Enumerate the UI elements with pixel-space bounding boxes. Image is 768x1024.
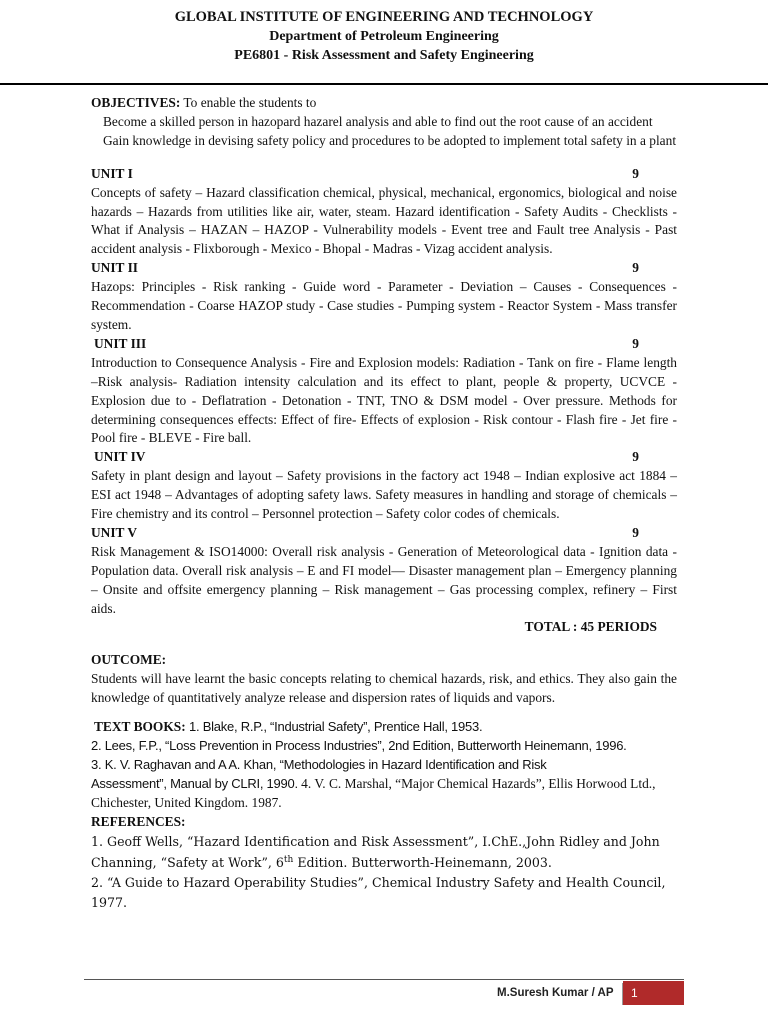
- unit-title: UNIT III: [94, 335, 147, 351]
- text-book-item: Assessment”, Manual by CLRI, 1990. 4. V. C. Marshal, “Major Chemical Hazards”, Ellis Horwood Ltd., Chichester, United Kingdom. 1987.: [91, 775, 656, 810]
- outcome-label: OUTCOME:: [91, 652, 167, 668]
- unit-hours: 9: [632, 165, 639, 181]
- unit-title: UNIT II: [91, 260, 139, 276]
- footer-author: M.Suresh Kumar / AP: [497, 987, 614, 999]
- header-divider: [0, 83, 768, 85]
- unit-text: Risk Management & ISO14000: Overall risk analysis - Generation of Meteorological data - Ignition data - Population data. Overall risk analysis – E and FI model— Disaster management plan – Emergency planning – Onsite and offsite emergency planning – Risk management – Gas processing complex, refinery – First aids.: [91, 543, 677, 616]
- objectives-line: [91, 94, 677, 113]
- unit-heading: [91, 524, 677, 543]
- unit-hours: 9: [632, 524, 639, 540]
- syllabus-body: [91, 94, 677, 912]
- unit-hours: 9: [632, 335, 639, 351]
- objective-item: Gain knowledge in devising safety policy and procedures to be adopted to implement total safety in a plant: [103, 132, 677, 148]
- text-book-item: TEXT BOOKS: 1. Blake, R.P., “Industrial Safety”, Prentice Hall, 1953.: [91, 718, 677, 737]
- text-book-item: 2. Lees, F.P., “Loss Prevention in Process Industries”, 2nd Edition, Butterworth Heinemann, 1996.: [91, 738, 627, 753]
- unit-hours: 9: [632, 449, 639, 465]
- unit-text: Introduction to Consequence Analysis - Fire and Explosion models: Radiation - Tank on fire - Flame length –Risk analysis- Radiation intensity calculation and its effect to plant, people & property, UCVCE - Explosion due to - Deflatration - Detonation - TNT, TNO & DSM model - Over pressure. Methods for determining consequences effects: Effect of fire- Effects of explosion - Risk contour - Flash fire - Jet fire - Pool fire - BLEVE - Fire ball.: [91, 354, 677, 446]
- objectives-label: OBJECTIVES:: [91, 95, 181, 110]
- unit-text: Safety in plant design and layout – Safety provisions in the factory act 1948 – Indian explosive act 1884 – ESI act 1948 – Advantages of adopting safety laws. Safety measures in handling and storage of chemicals – Fire chemistry and its control – Personnel protection – Safety color codes of chemicals.: [91, 468, 677, 522]
- unit-title: UNIT V: [91, 524, 138, 540]
- total-periods: TOTAL : 45 PERIODS: [524, 619, 657, 635]
- course-title: PE6801 - Risk Assessment and Safety Engineering: [234, 48, 534, 63]
- unit-text: Concepts of safety – Hazard classification chemical, physical, mechanical, ergonomics, biological and noise hazards – Hazards from utilities like air, water, steam. Hazard identification - Safety Audits - Checklists - What if Analysis – HAZAN – HAZOP - Vulnerability models - Event tree and Fault tree Analysis - Past accident analysis - Flixborough - Mexico - Bhopal - Madras - Vizag accident analysis.: [91, 184, 677, 257]
- department-name: Department of Petroleum Engineering: [269, 29, 499, 44]
- unit-heading: [91, 165, 677, 184]
- text-book-item: 3. K. V. Raghavan and A A. Khan, “Methodologies in Hazard Identification and Risk: [91, 756, 547, 772]
- unit-heading: [91, 335, 677, 354]
- unit-title: UNIT IV: [94, 449, 146, 465]
- references-label: REFERENCES:: [91, 813, 186, 829]
- unit-heading: [91, 259, 677, 278]
- document-header: [0, 8, 768, 65]
- outcome-text: Students will have learnt the basic concepts relating to chemical hazards, risk, and ethics. They also gain the knowledge of quantitatively analyze release and dispersion rates of liquids and vapors.: [91, 671, 677, 706]
- objectives-intro: To enable the students to: [183, 95, 317, 110]
- footer-divider: [84, 979, 684, 980]
- reference-item: 2. “A Guide to Hazard Operability Studies”, Chemical Industry Safety and Health Council, 1977.: [91, 874, 666, 910]
- unit-hours: 9: [632, 260, 639, 276]
- unit-heading: [91, 448, 677, 467]
- page-number-badge: 1: [623, 981, 684, 1005]
- reference-item: 1. Geoff Wells, “Hazard Identification and Risk Assessment”, I.ChE.,John Ridley and John Channing, “Safety at Work”, 6th Edition. Butterworth-Heinemann, 2003.: [91, 833, 660, 871]
- unit-title: UNIT I: [91, 165, 133, 181]
- unit-text: Hazops: Principles - Risk ranking - Guide word - Parameter - Deviation – Causes - Consequences - Recommendation - Coarse HAZOP study - Case studies - Pumping system - Reactor System - Mass transfer system.: [91, 279, 677, 332]
- text-books-label: TEXT BOOKS:: [94, 719, 186, 735]
- objective-item: Become a skilled person in hazopard hazarel analysis and able to find out the root cause of an accident: [103, 113, 653, 129]
- institute-name: GLOBAL INSTITUTE OF ENGINEERING AND TECHNOLOGY: [174, 9, 594, 25]
